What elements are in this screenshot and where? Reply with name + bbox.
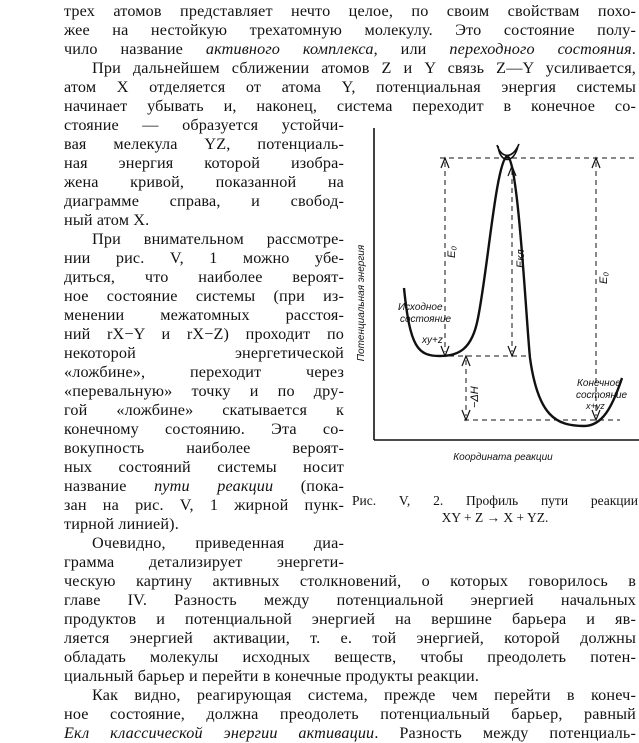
text-span: . Разность между потенциаль- — [374, 724, 637, 742]
initial-state-label-1: Исходное — [398, 302, 443, 313]
text-line: ческую картину активных столкновений, о которых говорилось в — [64, 572, 636, 590]
text-line: гой «ложбине» скатывается к — [64, 401, 344, 419]
figure-caption — [352, 492, 638, 526]
text-line: ная энергия которой изобра- — [64, 154, 344, 172]
dh-label: −ΔH — [469, 386, 481, 408]
text-line: зан на рис. V, 1 жирной пунк- — [64, 496, 344, 514]
text-line: продуктов и потенциальной энергией на вершине барьера и яв- — [64, 610, 636, 628]
text-span: , или — [373, 40, 450, 58]
e0-right-label: E₀ — [598, 272, 610, 284]
text-line: ное состояние, должна преодолеть потенциальный барьер, равный — [64, 705, 636, 723]
x-axis-label: Координата реакции — [453, 452, 553, 463]
text-line — [64, 40, 636, 59]
text-line: ный атом X. — [64, 211, 150, 229]
text-span: название — [64, 477, 155, 495]
text-line: «перевальную» точку и по дру- — [64, 382, 344, 400]
caption-line-1: Рис. V, 2. Профиль пути реакции — [352, 493, 638, 508]
reaction-profile-figure — [340, 118, 639, 478]
text-line — [64, 477, 344, 496]
final-state-label-2: состояние — [576, 390, 628, 401]
text-line: менении межатомных расстоя- — [64, 306, 344, 324]
text-line: Как видно, реагирующая система, прежде чем перейти в конеч- — [92, 686, 636, 704]
text-line — [64, 724, 636, 743]
term-transition-state: переходного состояния — [449, 40, 632, 58]
text-line: атом X отделяется от атома Y, потенциальная энергия системы — [64, 78, 636, 96]
term-active-complex: активного комплекса — [205, 40, 374, 58]
text-line: вая мелекула YZ, потенциаль- — [64, 135, 344, 153]
text-line: грамма детализирует энергети- — [64, 553, 344, 571]
text-line: диться, что наиболее вероят- — [64, 268, 344, 286]
y-axis-label: Потенциальная энергия — [356, 244, 367, 362]
text-line: трех атомов представляет нечто целое, по своим свойствам похо- — [64, 2, 636, 20]
text-line: При дальнейшем сближении атомов Z и Y связь Z—Y усиливается, — [92, 59, 636, 77]
text-line: нии рис. V, 1 можно убе- — [64, 249, 344, 267]
initial-state-label-2: состояние — [400, 314, 452, 325]
text-line: тирной линией). — [64, 515, 179, 533]
text-line: ляется энергией активации, т. е. той энергией, которой должны — [64, 629, 636, 647]
symbol-ekl: Eкл — [64, 724, 90, 742]
e0-left-label: E₀ — [446, 246, 458, 258]
text-span: (пока- — [273, 477, 345, 495]
text-line: начинает убывать и, наконец, система переходит в конечное со- — [64, 97, 636, 115]
text-line: ний rX−Y и rX−Z) проходит по — [64, 325, 344, 343]
text-line: Очевидно, приведенная диа- — [92, 534, 344, 552]
text-line: циальный барьер и перейти в конечные продукты реакции. — [64, 667, 480, 685]
text-span: чило название — [64, 40, 206, 58]
final-species-label: x+yz — [586, 401, 605, 411]
text-line: конечному состоянию. Эта со- — [64, 420, 344, 438]
term-classical-activation-energy: классической энергии активации — [89, 724, 375, 742]
text-line: некоторой энергетической — [64, 344, 344, 362]
text-line: «ложбине», переходит через — [64, 363, 344, 381]
text-line: вокупность наиболее вероят- — [64, 439, 344, 457]
ekl-label: Eкл — [515, 249, 527, 268]
term-reaction-path: пути реакции — [154, 477, 274, 495]
initial-species-label: xy+z — [422, 335, 443, 346]
text-line: обладать молекулы исходных веществ, чтобы преодолеть потен- — [64, 648, 636, 666]
text-line: При внимательном рассмотре- — [92, 230, 344, 248]
text-line: ное состояние системы (при из- — [64, 287, 344, 305]
text-line: ных состояний системы носит — [64, 458, 344, 476]
final-state-label-1: Конечное — [577, 378, 621, 389]
text-line: стояние — образуется устойчи- — [64, 116, 344, 134]
text-line: жена кривой, показанной на — [64, 173, 344, 191]
text-line: главе IV. Разность между потенциальной энергией начальных — [64, 591, 636, 609]
text-span: . — [631, 40, 636, 58]
text-line: жее на нестойкую трехатомную молекулу. Это состояние полу- — [64, 21, 636, 39]
caption-line-2: XY + Z → X + YZ. — [441, 510, 549, 525]
text-line: диаграмме справа, и свобод- — [64, 192, 344, 210]
